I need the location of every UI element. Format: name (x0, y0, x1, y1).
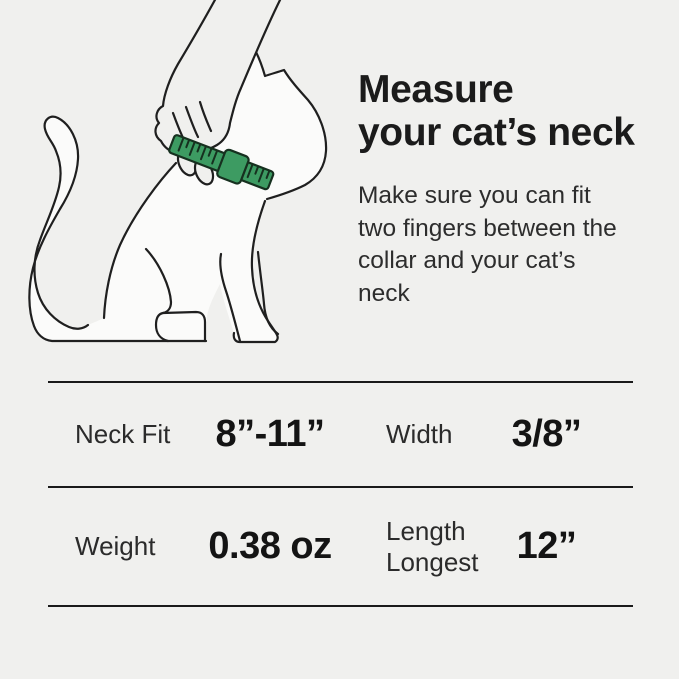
copy-block (358, 68, 658, 310)
title-line-2: your cat’s neck (358, 111, 635, 154)
spec-width-value: 3/8” (511, 413, 582, 455)
title-line-1: Measure (358, 68, 514, 111)
spec-weight-value: 0.38 oz (208, 525, 332, 567)
spec-table (48, 381, 633, 607)
spec-width-label: Width (386, 419, 453, 449)
spec-row-2 (48, 486, 633, 605)
spec-neck-fit-label: Neck Fit (75, 419, 171, 449)
table-bottom-rule (48, 605, 633, 607)
spec-length-value: 12” (516, 525, 577, 567)
spec-row-1 (48, 381, 633, 486)
measure-instructions: Make sure you can fit two fingers between the collar and your cat’s neck (358, 182, 617, 307)
spec-weight-label: Weight (75, 531, 156, 561)
cat-measure-illustration (0, 0, 345, 360)
page-title (358, 68, 658, 154)
spec-length-label: Length Longest (386, 515, 479, 577)
spec-neck-fit-value: 8”-11” (215, 413, 325, 455)
